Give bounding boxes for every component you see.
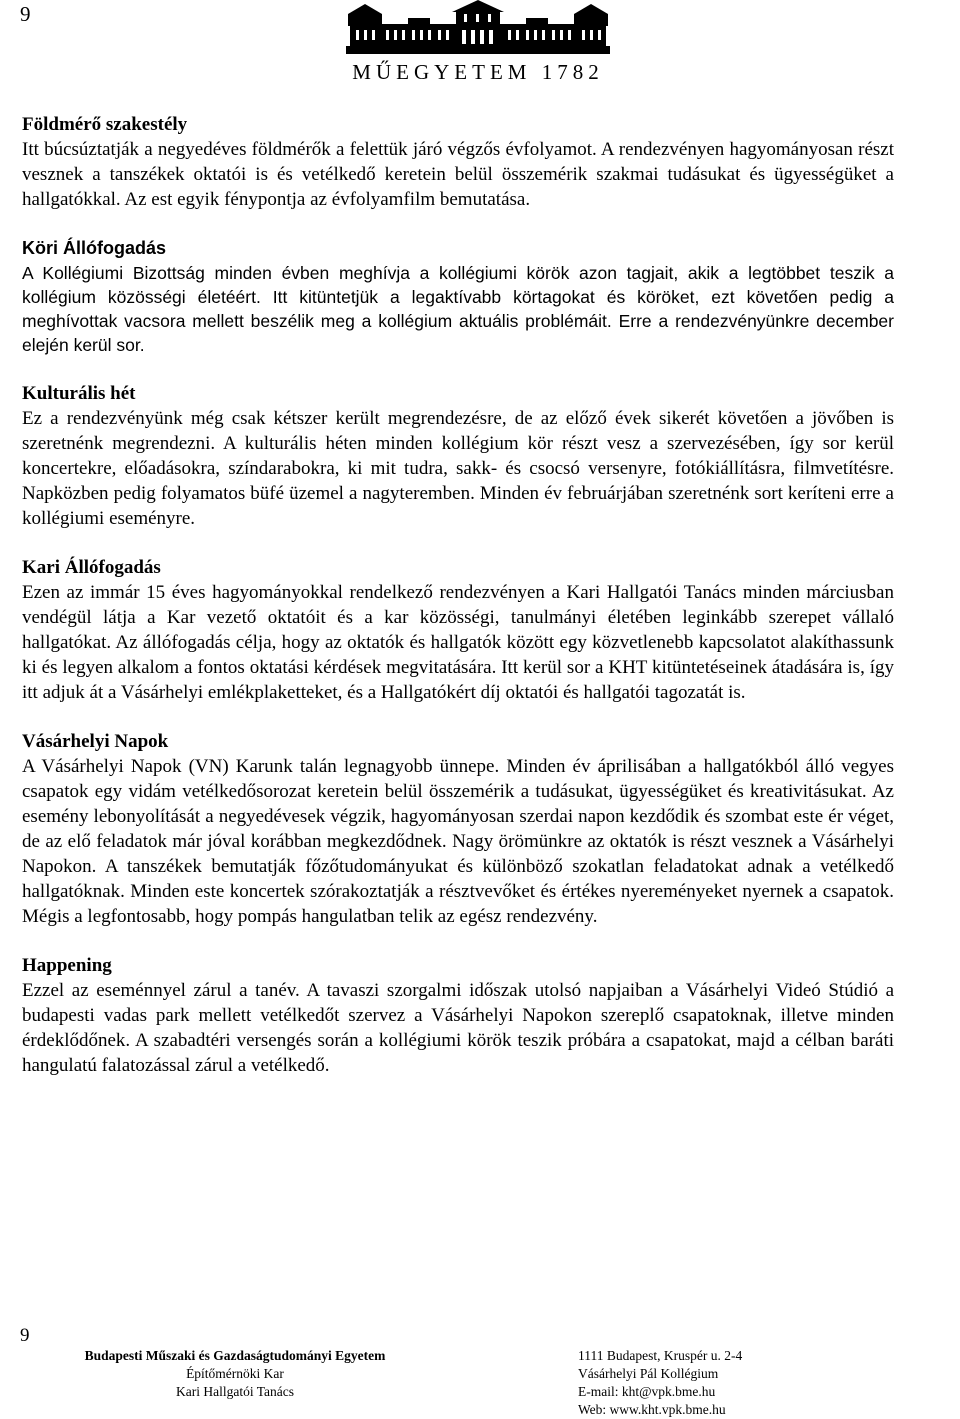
section-heading: Vásárhelyi Napok xyxy=(22,731,169,752)
section-kulturalis xyxy=(22,381,894,531)
footer-council: Kari Hallgatói Tanács xyxy=(175,1384,294,1399)
section-heading: Kulturális hét xyxy=(22,383,136,404)
section-heading: Földmérő szakestély xyxy=(22,114,188,135)
section-text: A Vásárhelyi Napok (VN) Karunk talán legnagyobb ünnepe. Minden év áprilisában a hallgatókból álló vegyes csapatok egy vidám vetélkedősorozat keretein belül összemérik a tudásukat, ügyességüket és kreativitásukat. Az esemény lebonyolítását a negyedévesek végzik, hagyományosan szerdai napon kezdődik és szombat este ér véget, de az elő feladatok már jóval korábban megkezdődnek. Nagy örömünkre az oktatók is részt vesznek a Vásárhelyi Napokon. A tanszékek bemutatják főzőtudományukat és különböző szokatlan feladatokat adnak a vetélkedő hallgatóknak. Minden este koncertek szórakoztatják a résztvevőket és értékes nyereményeket nyernek a csapatok. Mégis a legfontosabb, hogy pompás hangulatban telik az egész rendezvény. xyxy=(22,756,894,927)
section-text: Ez a rendezvényünk még csak kétszer került megrendezésre, de az előző évek sikerét követően a jövőben is szeretnénk megrendezni. A kulturális héten minden kollégium kör részt vesz a szervezésében, így sor kerül koncertekre, előadásokra, színdarabokra, ki mit tudra, sakk- és csocsó versenyre, fotókiállításra, filmvetítésre. Napközben pedig folyamatos büfé üzemel a nagyteremben. Minden év februárjában szeretnénk sort keríteni erre a kollégiumi eseményre. xyxy=(22,408,894,529)
university-logo xyxy=(328,0,628,88)
document-body xyxy=(22,112,894,1102)
section-text: Itt búcsúztatják a negyedéves földmérők a felettük járó végzős évfolyamot. A rendezvényen hagyományosan részt vesznek a tanszékek oktatói is és vetélkedő keretein belül összemérik szakmai tudásukat és ügyességüket a hallgatókkal. Az est egyik fénypontja az évfolyamfilm bemutatása. xyxy=(22,139,894,210)
section-heading: Kari Állófogadás xyxy=(22,557,161,578)
section-text: Ezzel az eseménnyel zárul a tanév. A tavaszi szorgalmi időszak utolsó napjaiban a Vásárhelyi Videó Stúdió a budapesti vadas park mellett vetélkedőt szervez a Vásárhelyi Napokon szereplő csapatoknak, illetve minden érdeklődőnek. A szabadtéri versengés során a kollégiumi körök teszik próbára a csapatokat, majd a célban baráti hangulatú falatozással zárul a vetélkedő. xyxy=(22,980,894,1076)
footer-dorm: Vásárhelyi Pál Kollégium xyxy=(578,1366,719,1381)
section-foldmero xyxy=(22,112,894,212)
page-number-top: 9 xyxy=(20,2,31,26)
section-text: Ezen az immár 15 éves hagyományokkal rendelkező rendezvényen a Kari Hallgatói Tanács minden márciusban vendégül látja a Kar vezető oktatóit és a kar közösségi, tanulmányi életében leginkább szerepet vállaló hallgatókat. Az állófogadás célja, hogy az oktatók és hallgatók között egy közvetlenebb kapcsolatot alakíthassunk ki és legyen alkalom a fontos oktatási kérdések megvitatására. Itt kerül sor a KHT kitüntetéseinek átadására is, így itt adjuk át a Vásárhelyi emlékplaketteket, és a Hallgatókért díj oktatói és hallgatói tagozatát is. xyxy=(22,582,894,703)
footer-email: E-mail: kht@vpk.bme.hu xyxy=(578,1384,716,1399)
footer-contact xyxy=(578,1347,798,1419)
footer-institution xyxy=(70,1347,400,1401)
footer-faculty: Építőmérnöki Kar xyxy=(186,1366,284,1381)
section-vasarhelyi xyxy=(22,729,894,929)
section-kari xyxy=(22,555,894,705)
section-happening xyxy=(22,953,894,1078)
logo-text: MŰEGYETEM 1782 xyxy=(352,60,604,84)
section-text: A Kollégiumi Bizottság minden évben meghívja a kollégiumi körök azon tagjait, akik a legtöbbet teszik a kollégium közösségi életéért. Itt kitüntetjük a legaktívabb körtagokat és köröket, ezt követően pedig a meghívottak vacsora mellett beszélik meg a kollégium aktuális problémáit. Erre a rendezvényünkre december elején kerül sor. xyxy=(22,263,894,355)
building-icon xyxy=(328,0,628,58)
page-number-bottom: 9 xyxy=(20,1325,30,1346)
footer-address: 1111 Budapest, Kruspér u. 2-4 xyxy=(578,1348,743,1363)
section-heading: Köri Állófogadás xyxy=(22,238,167,258)
footer-web: Web: www.kht.vpk.bme.hu xyxy=(578,1402,726,1417)
footer-university: Budapesti Műszaki és Gazdaságtudományi Egyetem xyxy=(84,1348,386,1363)
section-kori xyxy=(22,236,894,357)
section-heading: Happening xyxy=(22,955,112,976)
